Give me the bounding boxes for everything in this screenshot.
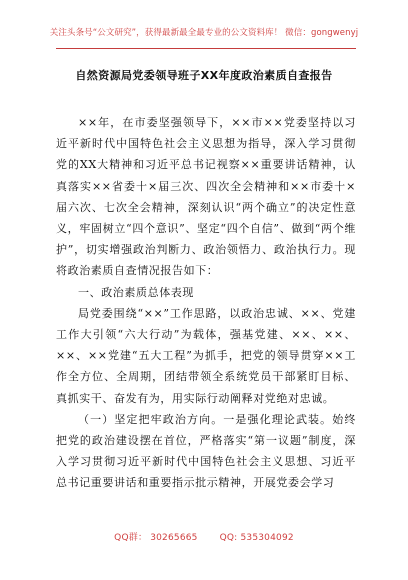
document-title: 自然资源局党委领导班子XX年度政治素质自查报告 bbox=[75, 69, 333, 82]
header-promo-note: 关注头条号“公文研究”，获得最新最全最专业的公文资料库！ 微信：gongwenyj bbox=[49, 28, 359, 38]
footer-qq-group: QQ群： 30265665 bbox=[114, 533, 198, 543]
footer-contact bbox=[0, 530, 408, 543]
body-paragraph: （一）坚定把牢政治方向。一是强化理论武装。始终把党的政治建设摆在首位，严格落实“第一议题”制度，深入学习贯彻习近平新时代中国特色社会主义思想、习近平总书记重要讲话和重要指示批示精神，开展党委会学习 bbox=[56, 412, 356, 490]
header-divider bbox=[56, 48, 356, 49]
footer-qq-number: QQ: 535304092 bbox=[219, 533, 294, 543]
intro-paragraph: ××年，在市委坚强领导下，××市××党委坚持以习近平新时代中国特色社会主义思想为指导，深入学习贯彻党的XX大精神和习近平总书记视察××重要讲话精神，认真落实××省委十×届三次、四次全会精神和××市委十×届六次、七次全会精神，深刻认识“两个确立”的决定性意义，牢固树立“四个意识”、坚定“四个自信”、做到“两个维护”，切实增强政治判断力、政治领悟力、政治执行力。现将政治素质自查情况报告如下： bbox=[56, 116, 356, 278]
section-heading: 一、政治素质总体表现 bbox=[78, 285, 194, 299]
body-paragraph: 局党委围绕“××”工作思路，以政治忠诚、××、党建工作大引领“六大行动”为载体，强基党建、××、××、××、××党建“五大工程”为抓手，把党的领导贯穿××工作全方位、全周期，团结带领全系统党员干部紧盯目标、真抓实干、奋发有为，用实际行动阐释对党绝对忠诚。 bbox=[56, 306, 356, 405]
document-body bbox=[56, 112, 356, 494]
